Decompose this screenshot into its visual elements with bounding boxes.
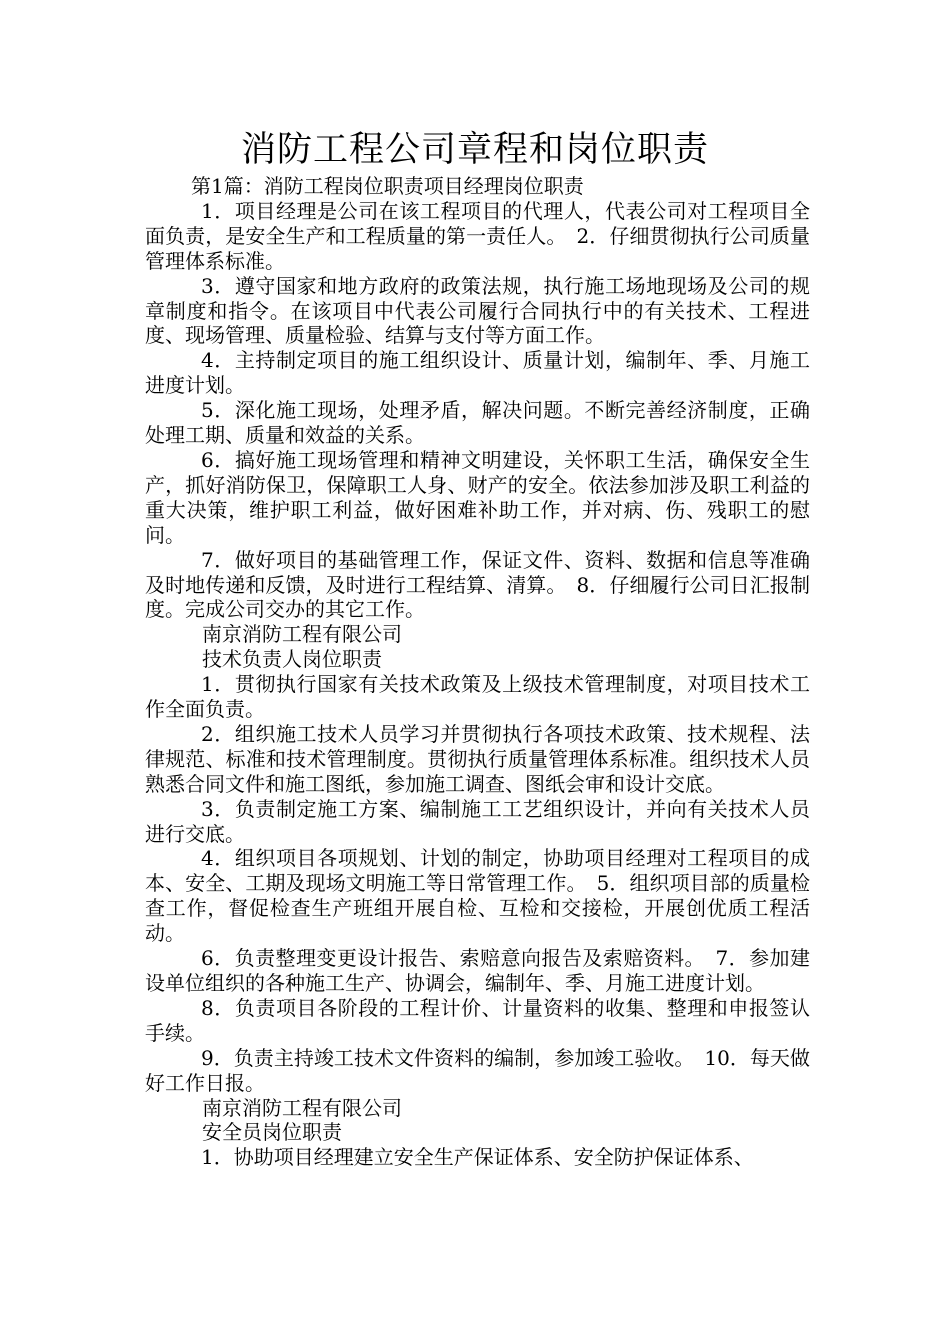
body-paragraph: 3．负责制定施工方案、编制施工工艺组织设计，并向有关技术人员进行交底。: [145, 796, 810, 846]
document-body: [145, 174, 810, 1170]
body-paragraph: 1．项目经理是公司在该工程项目的代理人，代表公司对工程项目全面负责，是安全生产和工程质量的第一责任人。 2．仔细贯彻执行公司质量管理体系标准。: [145, 198, 810, 273]
body-paragraph: 2．组织施工技术人员学习并贯彻执行各项技术政策、技术规程、法律规范、标准和技术管理制度。贯彻执行质量管理体系标准。组织技术人员熟悉合同文件和施工图纸，参加施工调查、图纸会审和设计交底。: [145, 721, 810, 796]
body-paragraph: 5．深化施工现场，处理矛盾，解决问题。不断完善经济制度，正确处理工期、质量和效益的关系。: [145, 398, 810, 448]
document-title: 消防工程公司章程和岗位职责: [240, 130, 709, 170]
body-paragraph: 7．做好项目的基础管理工作，保证文件、资料、数据和信息等准确及时地传递和反馈，及时进行工程结算、清算。 8．仔细履行公司日汇报制度。完成公司交办的其它工作。: [145, 547, 810, 622]
body-paragraph: 6．搞好施工现场管理和精神文明建设，关怀职工生活，确保安全生产，抓好消防保卫，保障职工人身、财产的安全。依法参加涉及职工利益的重大决策，维护职工利益，做好困难补助工作，并对病、伤、残职工的慰问。: [145, 447, 810, 547]
body-paragraph: 4．组织项目各项规划、计划的制定，协助项目经理对工程项目的成本、安全、工期及现场文明施工等日常管理工作。 5．组织项目部的质量检查工作，督促检查生产班组开展自检、互检和交接检，开展创优质工程活动。: [145, 846, 810, 946]
body-paragraph: 1．贯彻执行国家有关技术政策及上级技术管理制度，对项目技术工作全面负责。: [145, 672, 810, 722]
body-paragraph: 8．负责项目各阶段的工程计价、计量资料的收集、整理和申报签认手续。: [145, 995, 810, 1045]
body-paragraph: 9．负责主持竣工技术文件资料的编制，参加竣工验收。 10．每天做好工作日报。: [145, 1045, 810, 1095]
org-line: 南京消防工程有限公司: [202, 622, 402, 647]
org-line: 安全员岗位职责: [202, 1120, 342, 1145]
org-line: 南京消防工程有限公司: [202, 1095, 402, 1120]
body-paragraph: 1．协助项目经理建立安全生产保证体系、安全防护保证体系、: [201, 1145, 754, 1170]
body-paragraph: 4．主持制定项目的施工组织设计、质量计划，编制年、季、月施工进度计划。: [145, 348, 810, 398]
section-heading: 第1篇：消防工程岗位职责项目经理岗位职责: [191, 174, 584, 198]
org-line: 技术负责人岗位职责: [202, 647, 382, 672]
body-paragraph: 3．遵守国家和地方政府的政策法规，执行施工场地现场及公司的规章制度和指令。在该项目中代表公司履行合同执行中的有关技术、工程进度、现场管理、质量检验、结算与支付等方面工作。: [145, 273, 810, 348]
body-paragraph: 6．负责整理变更设计报告、索赔意向报告及索赔资料。 7．参加建设单位组织的各种施工生产、协调会，编制年、季、月施工进度计划。: [145, 946, 810, 995]
